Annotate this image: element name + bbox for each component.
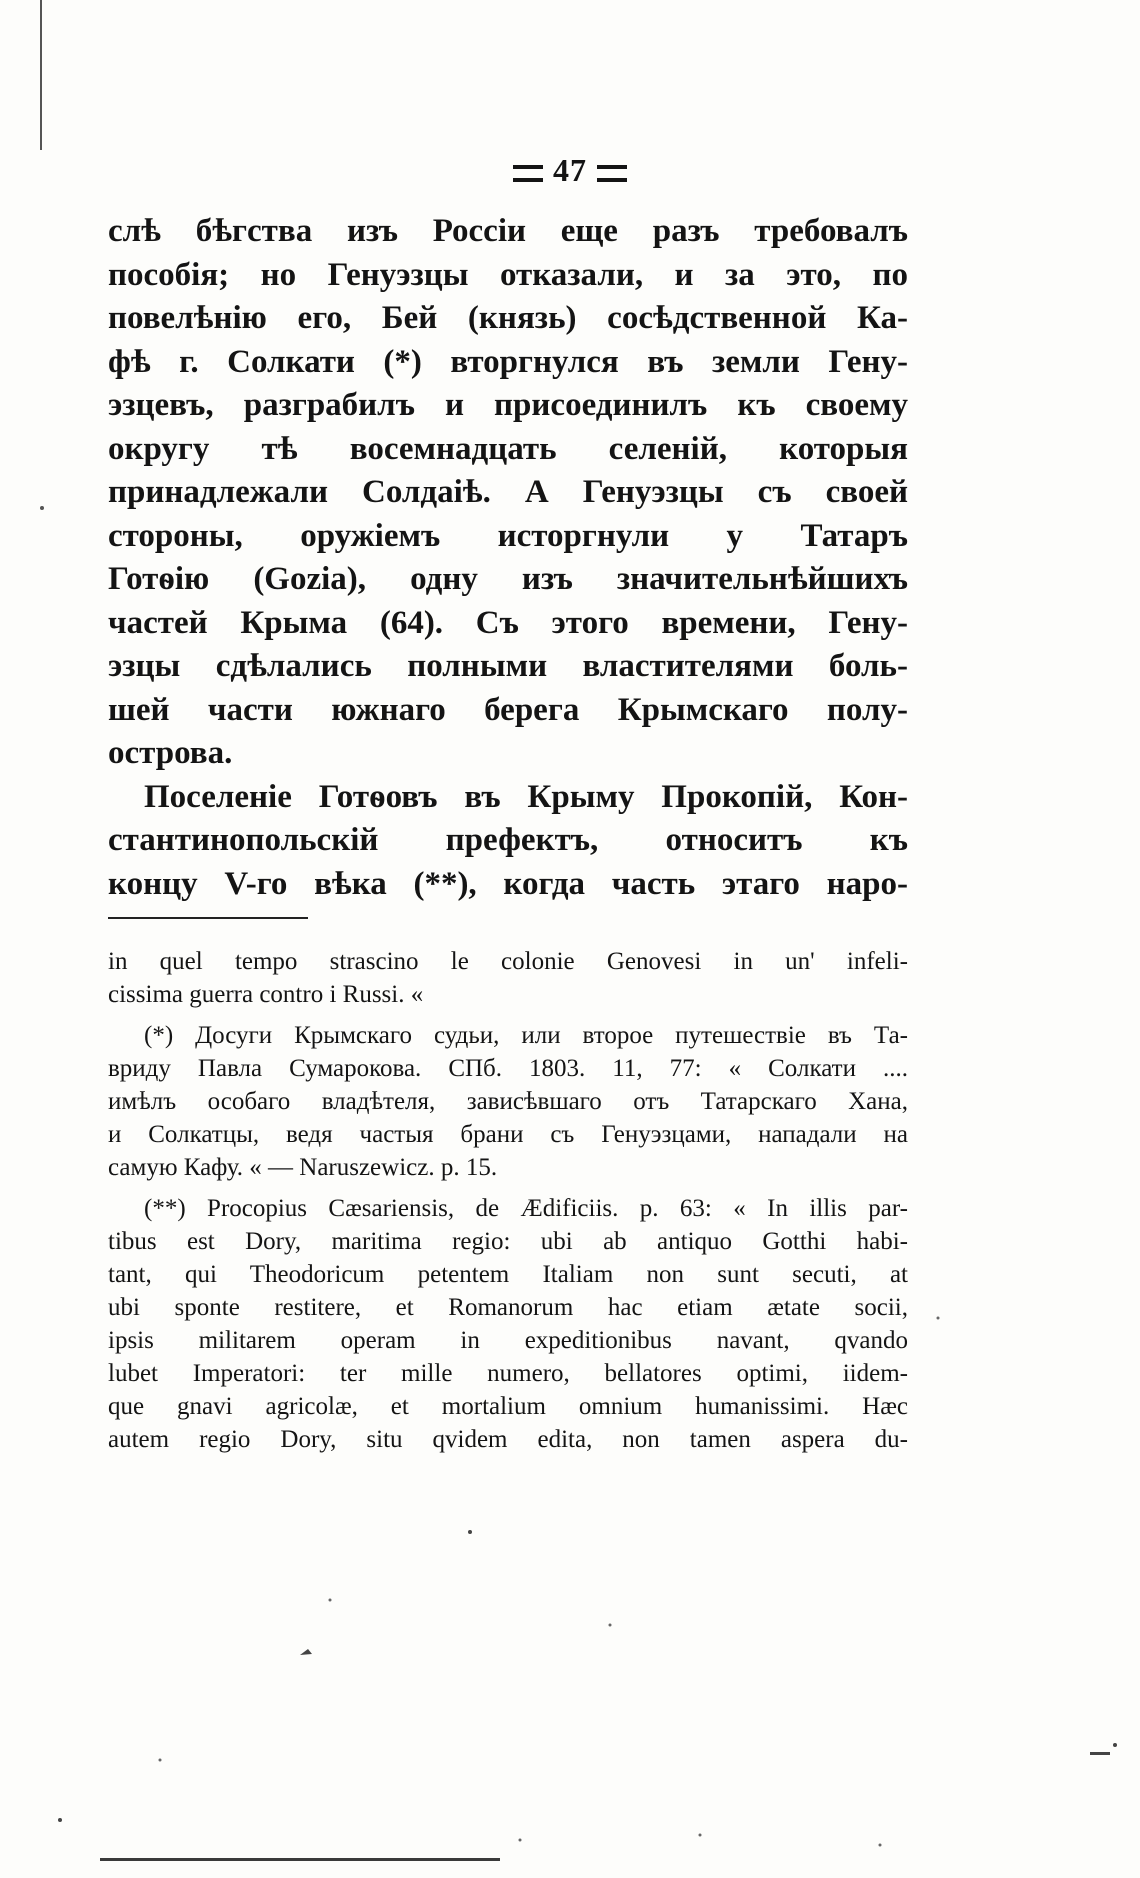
footnote-line: (**) Procopius Cæsariensis, de Ædificiis. p. 63: « In illis par- <box>144 1195 908 1222</box>
body-line: фѣ г. Солкати (*) вторгнулся въ земли Гену- <box>108 343 908 380</box>
footnote-line: tibus est Dory, maritima regio: ubi ab antiquo Gotthi habi- <box>108 1228 908 1255</box>
body-line: округу тѣ восемнадцать селеній, которыя <box>108 430 908 467</box>
footnote-line: самую Кафу. « — Naruszewicz. p. 15. <box>108 1154 498 1181</box>
speck <box>699 1834 702 1837</box>
body-line: повелѣнію его, Бей (князь) сосѣдственной Ка- <box>108 300 908 336</box>
footnote-line: (*) Досуги Крымскаго судьи, или второе путешествіе въ Та- <box>144 1022 908 1049</box>
body-line: эзцевъ, разграбилъ и присоединилъ къ своему <box>108 387 908 423</box>
speck <box>40 506 44 510</box>
speck <box>329 1599 332 1602</box>
body-line: стантинопольскій префектъ, относитъ къ <box>108 822 908 858</box>
footnote-line: in quel tempo strascino le colonie Genovesi in un' infeli- <box>108 948 908 975</box>
speck <box>468 1530 472 1534</box>
speck <box>519 1839 522 1842</box>
footnote-line: вриду Павла Сумарокова. СПб. 1803. 11, 77: « Солкати .... <box>108 1055 908 1082</box>
body-line: стороны, оружіемъ исторгнули у Татаръ <box>108 517 908 554</box>
footnote-line: tant, qui Theodoricum petentem Italiam non sunt secuti, at <box>108 1261 908 1288</box>
footnote-line: ipsis militarem operam in expeditionibus navant, qvando <box>108 1327 908 1354</box>
footnote-line: que gnavi agricolæ, et mortalium omnium humanissimi. Hæc <box>108 1393 908 1420</box>
body-line: принадлежали Солдаіѣ. А Генуэзцы съ своей <box>108 474 908 510</box>
footnote-line: ubi sponte restitere, et Romanorum hac etiam ætate socii, <box>108 1294 908 1321</box>
footnote-line: имѣлъ особаго владѣтеля, зависѣвшаго отъ Татарскаго Хана, <box>108 1088 908 1115</box>
speck <box>58 1818 62 1822</box>
body-line: эзцы сдѣлались полными властителями боль- <box>108 648 908 684</box>
speck <box>1113 1743 1117 1747</box>
speck <box>879 1844 882 1847</box>
body-line: шей части южнаго берега Крымскаго полу- <box>108 691 908 728</box>
body-line: острова. <box>108 735 233 771</box>
body-line: пособія; но Генуэзцы отказали, и за это, по <box>108 256 908 293</box>
footnote-line: lubet Imperatori: ter mille numero, bellatores optimi, iidem- <box>108 1360 908 1387</box>
speck <box>937 1317 940 1320</box>
footnote-line: autem regio Dory, situ qvidem edita, non tamen aspera du- <box>108 1426 908 1453</box>
page-number: 47 <box>553 152 587 188</box>
scan-bottom-edge <box>100 1858 500 1861</box>
speck <box>159 1759 162 1762</box>
body-line: Поселеніе Готѳовъ въ Крыму Прокопій, Кон- <box>144 778 908 815</box>
body-line: слѣ бѣгства изъ Россіи еще разъ требовалъ <box>108 213 908 249</box>
speck <box>609 1624 612 1627</box>
speck <box>1090 1752 1110 1755</box>
body-line: Готѳію (Gozia), одну изъ значительнѣйшихъ <box>108 561 908 597</box>
footnote-line: cissima guerra contro i Russi. « <box>108 981 424 1008</box>
body-line: концу V-го вѣка (**), когда часть этаго наро- <box>108 865 908 902</box>
footnote-line: и Солкатцы, ведя частыя брани съ Генуэзцами, нападали на <box>108 1121 908 1148</box>
speck <box>300 1649 312 1655</box>
body-line: частей Крыма (64). Съ этого времени, Гену- <box>108 604 908 641</box>
